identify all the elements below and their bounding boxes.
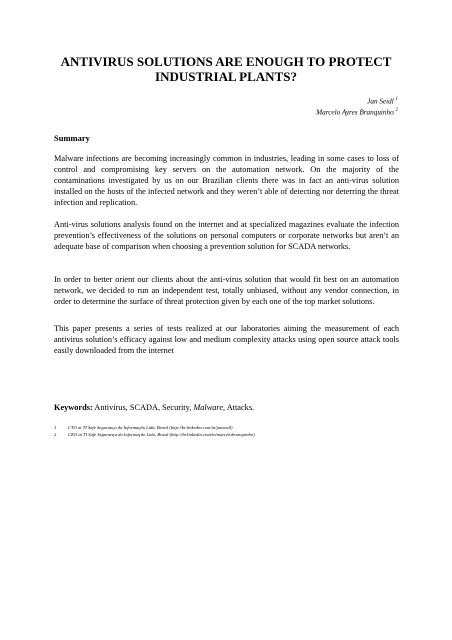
paper-title — [40, 54, 412, 84]
keywords-italic: Malware — [193, 403, 224, 412]
summary-paragraph-4: This paper presents a series of tests realized at our laboratories aiming the measurement of each antivirus solution’s efficacy against low and medium complexity attacks using open source attack tools easily downloaded from the internet — [54, 324, 399, 355]
title-line-1: ANTIVIRUS SOLUTIONS ARE ENOUGH TO PROTECT — [60, 54, 392, 69]
title-line-2: INDUSTRIAL PLANTS? — [155, 69, 297, 84]
author-list — [316, 95, 398, 118]
footnote-text: CEO at TI Safe Segurança da Informação Ltda, Brasil (http://br.linkedin.com/in/marcelobranquinho) — [68, 432, 255, 437]
summary-paragraph-1: Malware infections are becoming increasingly common in industries, leading in some cases to loss of control and compromising key servers on the automation network. On the majority of the contaminations investigated by us on our Brazilian clients there was in fact an anti-virus solution installed on the hosts of the infected network and they weren’t able of detecting nor deterring the threat infection and replication. — [54, 154, 399, 207]
footnote-text: CTO at TI Safe Segurança da Informação Ltda, Brasil (http://br.linkedin.com/in/janseidl) — [68, 425, 233, 430]
footnote-2 — [54, 431, 399, 438]
author-name: Marcelo Ayres Branquinho — [316, 108, 394, 117]
keywords-line — [54, 403, 254, 412]
author-footnote-marker: 1 — [395, 97, 398, 102]
author-1 — [316, 95, 398, 106]
author-2 — [316, 106, 398, 117]
summary-heading: Summary — [54, 133, 90, 143]
summary-paragraph-2: Anti-virus solutions analysis found on the internet and at specialized magazines evaluate the infection prevention’s effectiveness of the solutions on personal computers or corporate networks but aren’t an adequate base of comparison when choosing a prevention solution for SCADA networks. — [54, 220, 399, 251]
keywords-text-end: , Attacks. — [223, 403, 255, 412]
footnote-number: 1 — [54, 425, 57, 430]
author-name: Jan Seidl — [367, 97, 394, 106]
author-footnote-marker: 2 — [395, 108, 398, 114]
footnote-number: 2 — [54, 432, 57, 437]
keywords-text: Antivirus, SCADA, Security, — [92, 403, 194, 412]
footnote-1 — [54, 424, 399, 431]
summary-paragraph-3: In order to better orient our clients about the anti-virus solution that would fit best on an automation network, we decided to run an independent test, totally unbiased, without any vendor connection, in order to determine the surface of threat protection given by each one of the top market solutions. — [54, 275, 399, 306]
footnotes — [54, 424, 399, 438]
keywords-label: Keywords: — [54, 403, 93, 412]
